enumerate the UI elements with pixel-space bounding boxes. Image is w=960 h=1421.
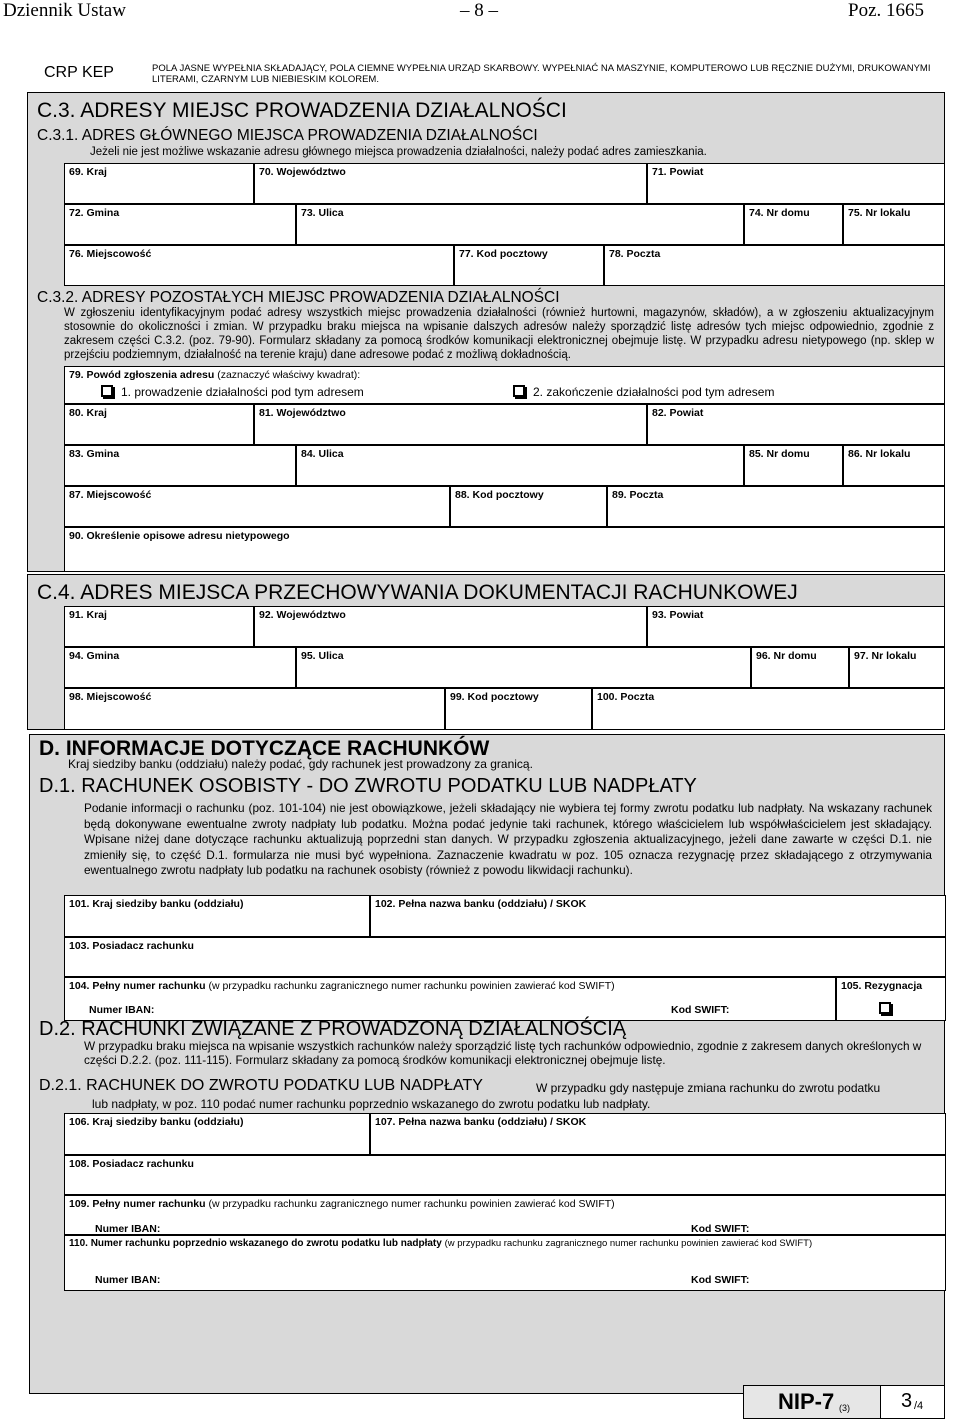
- field-98[interactable]: 98. Miejscowość: [64, 688, 445, 730]
- field-81[interactable]: 81. Województwo: [254, 404, 647, 445]
- field-90[interactable]: 90. Określenie opisowe adresu nietypowego: [64, 527, 945, 572]
- section-d21-note-a: W przypadku gdy następuje zmiana rachunku do zwrotu podatku: [536, 1081, 881, 1095]
- page-indicator: 3 /4: [880, 1385, 945, 1419]
- position-number: Poz. 1665: [848, 0, 924, 21]
- field-86[interactable]: 86. Nr lokalu: [843, 445, 945, 486]
- iban-label: Numer IBAN:: [89, 1004, 155, 1016]
- swift-label: Kod SWIFT:: [691, 1223, 750, 1235]
- field-107[interactable]: 107. Pełna nazwa banku (oddziału) / SKOK: [370, 1113, 946, 1155]
- section-c4-title: C.4. ADRES MIEJSCA PRZECHOWYWANIA DOKUMENTACJI RACHUNKOWEJ: [37, 581, 798, 604]
- field-80[interactable]: 80. Kraj: [64, 404, 254, 445]
- section-c3-title: C.3. ADRESY MIEJSC PROWADZENIA DZIAŁALNOŚCI: [37, 99, 567, 122]
- section-d-title: D. INFORMACJE DOTYCZĄCE RACHUNKÓW: [39, 737, 490, 760]
- field-70[interactable]: 70. Województwo: [254, 163, 647, 204]
- field-100[interactable]: 100. Poczta: [592, 688, 945, 730]
- instruction-text: POLA JASNE WYPEŁNIA SKŁADAJĄCY, POLA CIEMNE WYPEŁNIA URZĄD SKARBOWY. WYPEŁNIAĆ NA MASZYNIE, KOMPUTEROWO LUB RĘCZNIE DUŻYMI, DRUKOWANYMI LITERAMI, CZARNYM LUB NIEBIESKIM KOLOREM.: [152, 63, 931, 85]
- field-72[interactable]: 72. Gmina: [64, 204, 296, 245]
- field-77[interactable]: 77. Kod pocztowy: [454, 245, 604, 286]
- field-93[interactable]: 93. Powiat: [647, 606, 945, 647]
- field-103[interactable]: 103. Posiadacz rachunku: [64, 937, 946, 977]
- field-84[interactable]: 84. Ulica: [296, 445, 744, 486]
- section-c3: [27, 92, 945, 572]
- section-c32-title: C.3.2. ADRESY POZOSTAŁYCH MIEJSC PROWADZENIA DZIAŁALNOŚCI: [37, 289, 560, 306]
- field-97[interactable]: 97. Nr lokalu: [849, 647, 945, 688]
- field-102[interactable]: 102. Pełna nazwa banku (oddziału) / SKOK: [370, 895, 946, 937]
- field-92[interactable]: 92. Województwo: [254, 606, 647, 647]
- field-106[interactable]: 106. Kraj siedziby banku (oddziału): [64, 1113, 370, 1155]
- field-73[interactable]: 73. Ulica: [296, 204, 744, 245]
- field-85[interactable]: 85. Nr domu: [744, 445, 843, 486]
- field-78[interactable]: 78. Poczta: [604, 245, 945, 286]
- option-2-checkbox[interactable]: 2. zakończenie działalności pod tym adresem: [513, 385, 774, 399]
- checkbox-icon: [101, 385, 113, 397]
- swift-label: Kod SWIFT:: [671, 1004, 730, 1016]
- field-83[interactable]: 83. Gmina: [64, 445, 296, 486]
- form-id-box: NIP-7 (3): [743, 1385, 881, 1419]
- section-c32-note: W zgłoszeniu identyfikacyjnym podać adresy wszystkich miejsc prowadzenia działalności (również hurtowni, magazynów, składów), a w zgłoszeniu aktualizacyjnym stosownie do okoliczności i zmian. W przypadku braku miejsca na wpisanie dalszych adresów należy sporządzić listę adresów tych miejsc odpowiednio, zgodnie z zakresem części C.3.2. (poz. 79-90). Formularz składany za pomocą środków komunikacji elektronicznej obejmuje listę. W przypadku adresu nietypowego (np. sklep w przejściu podziemnym, działalność na terenie kraju) dane adresowe podać z możliwą dokładnością.: [64, 307, 934, 361]
- field-71[interactable]: 71. Powiat: [647, 163, 945, 204]
- field-91[interactable]: 91. Kraj: [64, 606, 254, 647]
- section-c31-title: C.3.1. ADRES GŁÓWNEGO MIEJSCA PROWADZENIA DZIAŁALNOŚCI: [37, 127, 538, 144]
- field-105[interactable]: 105. Rezygnacja: [836, 977, 946, 1021]
- section-d1-description: Podanie informacji o rachunku (poz. 101-104) nie jest obowiązkowe, jeżeli składający nie wybiera tej formy zwrotu podatku lub nadpłaty. Na wskazany rachunek będą dokonywane ewentualne zwroty nadpłaty lub podatku. Można podać jedynie taki rachunek, którego właścicielem lub współwłaścicielem jest składający. Wpisane niżej dane dotyczące rachunku aktualizują poprzedni stan danych. W przypadku zgłoszenia aktualizacyjnego, jeżeli dane zawarte w części D.1. nie zmieniły się, to część D.1. formularza nie musi być wypełniona. Zaznaczenie kwadratu w poz. 105 oznacza rezygnację przez składającego z otrzymywania ewentualnego zwrotu nadpłaty lub podatku na rachunek osobisty (również z powodu likwidacji rachunku).: [84, 801, 932, 877]
- field-108[interactable]: 108. Posiadacz rachunku: [64, 1155, 946, 1195]
- field-96[interactable]: 96. Nr domu: [751, 647, 849, 688]
- field-110[interactable]: 110. Numer rachunku poprzednio wskazanego do zwrotu podatku lub nadpłaty (w przypadku rachunku zagranicznego numer rachunku powinien zawierać kod SWIFT) Numer IBAN: Kod SWIFT:: [64, 1235, 946, 1291]
- checkbox-icon: [513, 385, 525, 397]
- field-76[interactable]: 76. Miejscowość: [64, 245, 454, 286]
- field-74[interactable]: 74. Nr domu: [744, 204, 843, 245]
- section-c31-note: Jeżeli nie jest możliwe wskazanie adresu głównego miejsca prowadzenia działalności, należy podać adres zamieszkania.: [90, 146, 707, 158]
- field-95[interactable]: 95. Ulica: [296, 647, 751, 688]
- field-94[interactable]: 94. Gmina: [64, 647, 296, 688]
- field-101[interactable]: 101. Kraj siedziby banku (oddziału): [64, 895, 370, 937]
- swift-label: Kod SWIFT:: [691, 1274, 750, 1286]
- field-109[interactable]: 109. Pełny numer rachunku (w przypadku rachunku zagranicznego numer rachunku powinien zawierać kod SWIFT) Numer IBAN: Kod SWIFT:: [64, 1195, 946, 1235]
- section-c4: [27, 574, 945, 730]
- section-d: [29, 734, 945, 1394]
- field-89[interactable]: 89. Poczta: [607, 486, 945, 527]
- form-code: CRP KEP: [44, 64, 114, 81]
- field-87[interactable]: 87. Miejscowość: [64, 486, 450, 527]
- iban-label: Numer IBAN:: [95, 1223, 161, 1235]
- field-104[interactable]: 104. Pełny numer rachunku (w przypadku rachunku zagranicznego numer rachunku powinien zawierać kod SWIFT) Numer IBAN: Kod SWIFT:: [64, 977, 836, 1021]
- field-79: 79. Powód zgłoszenia adresu (zaznaczyć właściwy kwadrat): 1. prowadzenie działalności pod tym adresem 2. zakończenie działalności pod tym adresem: [64, 366, 945, 404]
- page-number: – 8 –: [460, 0, 498, 21]
- section-d1-title: D.1. RACHUNEK OSOBISTY - DO ZWROTU PODATKU LUB NADPŁATY: [39, 775, 697, 797]
- section-d2-title: D.2. RACHUNKI ZWIĄZANE Z PROWADZONĄ DZIAŁALNOŚCIĄ: [39, 1018, 627, 1040]
- field-82[interactable]: 82. Powiat: [647, 404, 945, 445]
- section-d21-title: D.2.1. RACHUNEK DO ZWROTU PODATKU LUB NADPŁATY: [39, 1077, 483, 1094]
- section-d2-note: W przypadku braku miejsca na wpisanie wszystkich rachunków należy sporządzić listę tych rachunków odpowiednio, zgodnie z zakresem danych określonych w części D.2.2. (poz. 111-115). Formularz składany za pomocą środków komunikacji elektronicznej obejmuje listę.: [84, 1039, 922, 1067]
- iban-label: Numer IBAN:: [95, 1274, 161, 1286]
- option-1-checkbox[interactable]: 1. prowadzenie działalności pod tym adresem: [101, 385, 364, 399]
- field-75[interactable]: 75. Nr lokalu: [843, 204, 945, 245]
- journal-title: Dziennik Ustaw: [3, 0, 126, 21]
- section-d21-note-b: lub nadpłaty, w poz. 110 podać numer rachunku poprzednio wskazanego do zwrotu podatku lub nadpłaty.: [92, 1097, 651, 1111]
- field-88[interactable]: 88. Kod pocztowy: [450, 486, 607, 527]
- section-d-note: Kraj siedziby banku (oddziału) należy podać, gdy rachunek jest prowadzony za granicą.: [68, 757, 533, 771]
- field-69[interactable]: 69. Kraj: [64, 163, 254, 204]
- field-99[interactable]: 99. Kod pocztowy: [445, 688, 592, 730]
- resignation-checkbox-icon[interactable]: [879, 1002, 891, 1014]
